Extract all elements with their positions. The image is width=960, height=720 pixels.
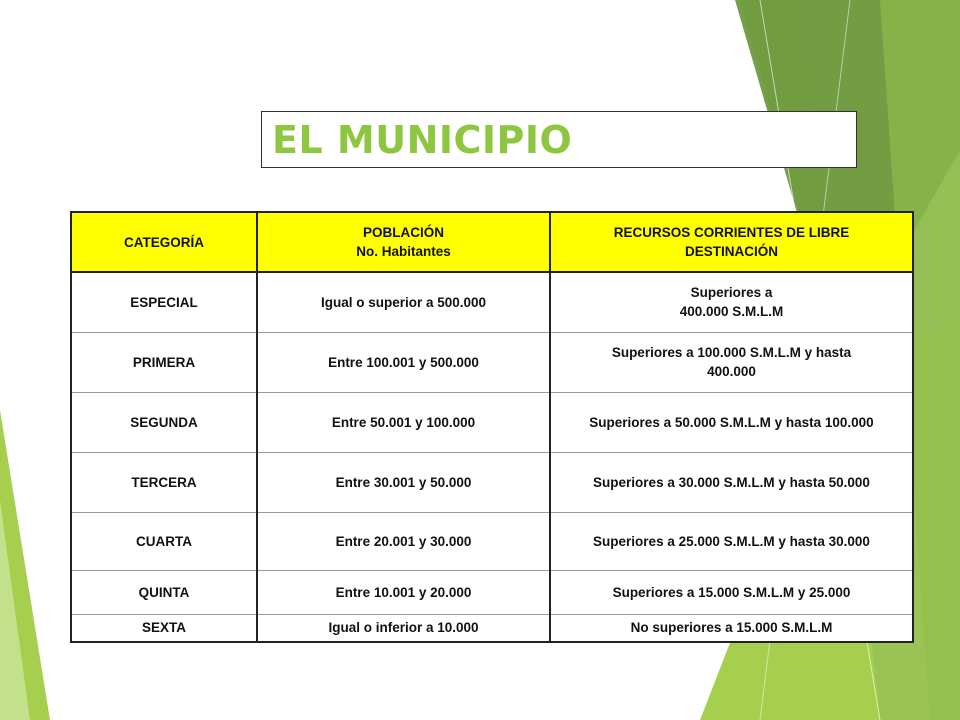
- table-header-row: [71, 212, 913, 272]
- header-recursos: RECURSOS CORRIENTES DE LIBRE DESTINACIÓN: [550, 212, 913, 272]
- cell-recursos: No superiores a 15.000 S.M.L.M: [550, 614, 913, 642]
- cell-categoria: SEGUNDA: [71, 392, 257, 452]
- cell-poblacion: Igual o inferior a 10.000: [257, 614, 550, 642]
- header-poblacion: POBLACIÓN No. Habitantes: [257, 212, 550, 272]
- cell-recursos: Superiores a 100.000 S.M.L.M y hasta 400.000: [550, 332, 913, 392]
- cell-poblacion: Entre 10.001 y 20.000: [257, 570, 550, 614]
- cell-poblacion: Entre 30.001 y 50.000: [257, 452, 550, 512]
- cell-poblacion: Entre 100.001 y 500.000: [257, 332, 550, 392]
- cell-recursos: Superiores a 50.000 S.M.L.M y hasta 100.000: [550, 392, 913, 452]
- cell-categoria: ESPECIAL: [71, 272, 257, 332]
- cell-categoria: SEXTA: [71, 614, 257, 642]
- cell-categoria: TERCERA: [71, 452, 257, 512]
- cell-recursos: Superiores a 400.000 S.M.L.M: [550, 272, 913, 332]
- cell-categoria: CUARTA: [71, 512, 257, 570]
- cell-recursos: Superiores a 25.000 S.M.L.M y hasta 30.000: [550, 512, 913, 570]
- table-row: [71, 392, 913, 452]
- page-title: EL MUNICIPIO: [272, 117, 573, 162]
- header-categoria: CATEGORÍA: [71, 212, 257, 272]
- cell-categoria: QUINTA: [71, 570, 257, 614]
- table-row: [71, 614, 913, 642]
- cell-recursos: Superiores a 15.000 S.M.L.M y 25.000: [550, 570, 913, 614]
- cell-recursos: Superiores a 30.000 S.M.L.M y hasta 50.000: [550, 452, 913, 512]
- table-row: [71, 332, 913, 392]
- table-row: [71, 452, 913, 512]
- table-row: [71, 512, 913, 570]
- cell-poblacion: Entre 20.001 y 30.000: [257, 512, 550, 570]
- cell-poblacion: Entre 50.001 y 100.000: [257, 392, 550, 452]
- cell-poblacion: Igual o superior a 500.000: [257, 272, 550, 332]
- title-box: [261, 111, 857, 168]
- table-row: [71, 272, 913, 332]
- cell-categoria: PRIMERA: [71, 332, 257, 392]
- municipio-table: [70, 211, 914, 643]
- table-row: [71, 570, 913, 614]
